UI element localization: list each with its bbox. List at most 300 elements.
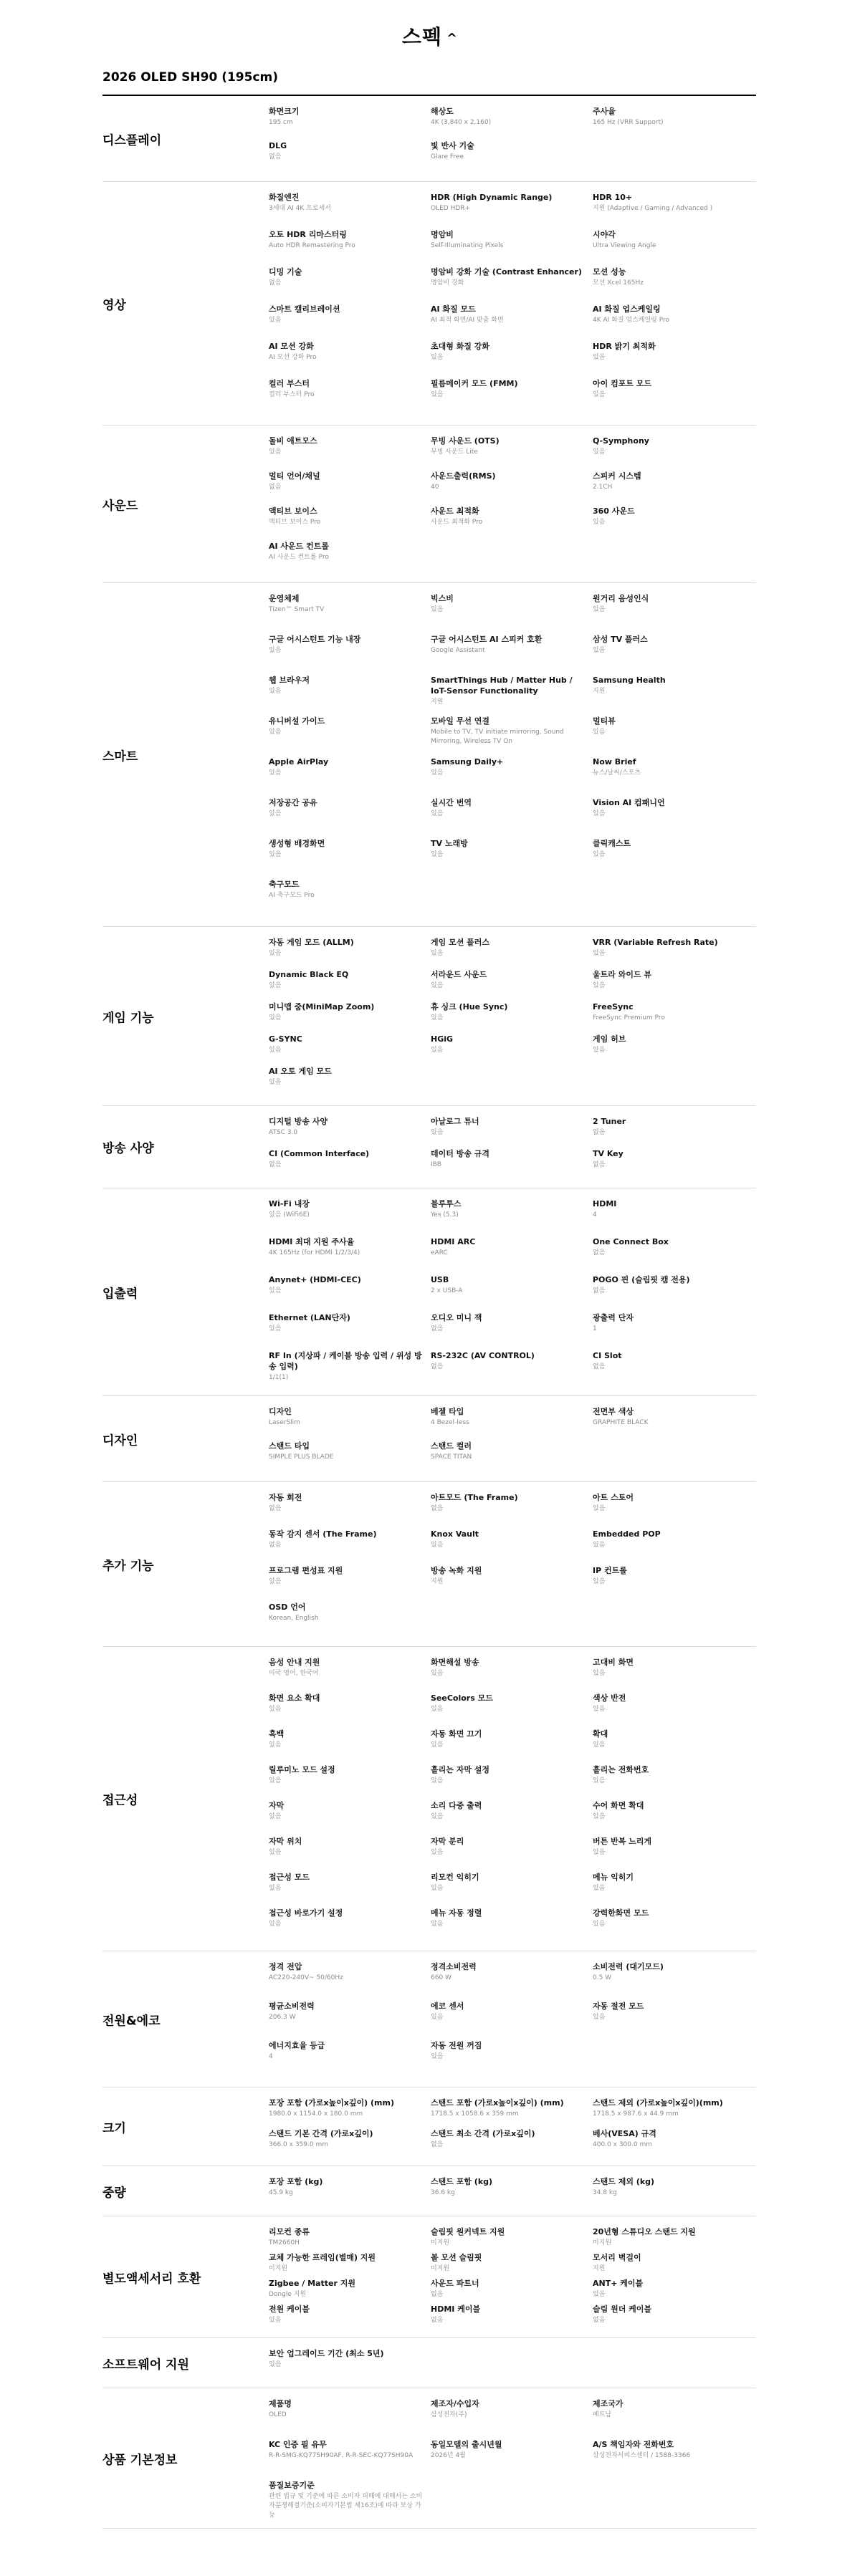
- spec-label: 데이터 방송 규격: [431, 1149, 490, 1158]
- spec-value: 베트남: [593, 2411, 612, 2418]
- spec-value: 있음: [431, 950, 444, 957]
- spec-item: [431, 378, 593, 415]
- spec-label: 베젤 타입: [431, 1407, 464, 1416]
- spec-value: 있음: [593, 519, 606, 526]
- spec-value: AI 축구모드 Pro: [269, 892, 315, 899]
- spec-value: 34.8 kg: [593, 2189, 617, 2196]
- spec-label: IP 컨트롤: [593, 1566, 627, 1575]
- spec-label: 웹 브라우저: [269, 676, 310, 685]
- spec-value: 있음: [269, 647, 282, 654]
- spec-value: SPACE TITAN: [431, 1453, 472, 1461]
- spec-label: 운영체제: [269, 594, 300, 603]
- spec-value: 36.6 kg: [431, 2189, 455, 2196]
- spec-label: Knox Vault: [431, 1529, 479, 1539]
- spec-value: 있음: [269, 1813, 282, 1820]
- spec-item: [593, 1836, 755, 1872]
- spec-value: 있음: [431, 1885, 444, 1892]
- spec-label: 자동 화면 끄기: [431, 1729, 482, 1739]
- spec-item: [593, 1529, 755, 1565]
- spec-label: 접근성 바로가기 설정: [269, 1908, 343, 1918]
- spec-grid: [269, 192, 756, 415]
- spec-label: 슬림핏 원커넥트 지원: [431, 2227, 505, 2236]
- spec-item: [593, 1729, 755, 1764]
- spec-label: Ethernet (LAN단자): [269, 1313, 350, 1322]
- spec-label: 제품명: [269, 2399, 292, 2408]
- spec-value: 없음: [593, 1287, 606, 1294]
- spec-label: 게임 허브: [593, 1034, 626, 1044]
- spec-label: 스탠드 제외 (kg): [593, 2177, 655, 2186]
- spec-label: Samsung Health: [593, 676, 666, 685]
- spec-item: [593, 1001, 755, 1034]
- spec-label: 서라운드 사운드: [431, 970, 487, 979]
- spec-value: 40: [431, 484, 439, 491]
- spec-item: [269, 2097, 431, 2128]
- spec-item: [593, 634, 755, 675]
- spec-value: Ultra Viewing Angle: [593, 242, 656, 249]
- spec-value: Yes (5.3): [431, 1211, 459, 1219]
- spec-value: 미지원: [431, 2265, 450, 2272]
- spec-item: [269, 1961, 431, 2001]
- spec-label: 블루투스: [431, 1199, 462, 1208]
- spec-value: 있음: [593, 1578, 606, 1585]
- spec-item: [431, 1729, 593, 1764]
- spec-item: [269, 756, 431, 797]
- spec-label: 정격소비전력: [431, 1962, 477, 1971]
- spec-item: [269, 1406, 431, 1441]
- spec-section: [102, 1647, 756, 1951]
- spec-section: [102, 1482, 756, 1647]
- spec-label: TV Key: [593, 1149, 624, 1158]
- spec-value: 있음: [431, 1777, 444, 1784]
- spec-label: Apple AirPlay: [269, 757, 329, 766]
- spec-label: 자막 위치: [269, 1837, 302, 1846]
- spec-item: [269, 506, 431, 541]
- spec-label: 자막: [269, 1801, 285, 1810]
- spec-value: 4: [593, 1211, 597, 1219]
- spec-label: FreeSync: [593, 1002, 634, 1011]
- spec-label: 흘리는 자막 설정: [431, 1765, 490, 1774]
- spec-grid: [269, 1406, 756, 1475]
- chevron-up-icon[interactable]: ^: [446, 30, 459, 46]
- spec-grid: [269, 2097, 756, 2159]
- spec-value: 4K 165Hz (for HDMI 1/2/3/4): [269, 1249, 360, 1256]
- spec-label: 소리 다중 출력: [431, 1801, 482, 1810]
- spec-item: [593, 436, 755, 471]
- spec-label: 울트라 와이드 뷰: [593, 970, 652, 979]
- spec-value: Glare Free: [431, 153, 464, 160]
- spec-value: 있음: [593, 950, 606, 957]
- spec-item: [269, 634, 431, 675]
- section-title: 사운드: [102, 499, 138, 513]
- section-title: 별도액세서리 호환: [102, 2272, 201, 2286]
- spec-item: [269, 1350, 431, 1388]
- spec-value: 660 W: [431, 1974, 452, 1981]
- spec-item: [431, 1441, 593, 1475]
- spec-value: Dongle 지원: [269, 2291, 307, 2298]
- spec-item: [593, 1034, 755, 1066]
- spec-label: HDR 10+: [593, 193, 633, 202]
- spec-label: 원거리 음성인식: [593, 594, 649, 603]
- spec-header[interactable]: [0, 0, 860, 79]
- spec-item: [431, 1693, 593, 1729]
- spec-label: 방송 녹화 지원: [431, 1566, 482, 1575]
- spec-item: [593, 1148, 755, 1181]
- spec-value: 미지원: [269, 2265, 288, 2272]
- spec-item: [593, 2304, 755, 2330]
- spec-value: 4 Bezel-less: [431, 1419, 469, 1426]
- spec-value: 있음: [269, 1047, 282, 1054]
- spec-item: [269, 304, 431, 341]
- spec-item: [431, 1961, 593, 2001]
- spec-item: [431, 1198, 593, 1236]
- spec-value: 0.5 W: [593, 1974, 612, 1981]
- spec-item: [593, 2128, 755, 2159]
- spec-label: TV 노래방: [431, 839, 468, 848]
- spec-value: TM2660H: [269, 2239, 300, 2246]
- spec-label: 버튼 반복 느리게: [593, 1837, 652, 1846]
- spec-label: 색상 반전: [593, 1693, 626, 1703]
- spec-label: 릴루미노 모드 설정: [269, 1765, 335, 1774]
- spec-label: G-SYNC: [269, 1034, 302, 1044]
- spec-value: 미지원: [431, 2239, 450, 2246]
- spec-value: 지원: [593, 688, 606, 695]
- spec-label: 생성형 배경화면: [269, 839, 325, 848]
- spec-item: [431, 1764, 593, 1800]
- spec-value: 있음: [269, 1706, 282, 1713]
- spec-grid: [269, 1116, 756, 1181]
- spec-value: 지원: [431, 698, 444, 706]
- spec-section: [102, 1106, 756, 1188]
- spec-label: 자동 게임 모드 (ALLM): [269, 938, 354, 947]
- spec-label: 아트모드 (The Frame): [431, 1493, 518, 1502]
- spec-label: 시야각: [593, 230, 616, 239]
- spec-value: 2.1CH: [593, 484, 613, 491]
- spec-value: 없음: [269, 1505, 282, 1512]
- spec-item: [269, 2176, 431, 2209]
- spec-label: 화면해설 방송: [431, 1658, 479, 1667]
- spec-value: 있음: [593, 2291, 606, 2298]
- spec-label: HDR 밝기 최적화: [593, 342, 656, 351]
- spec-label: 정격 전압: [269, 1962, 302, 1971]
- spec-item: [431, 192, 593, 229]
- section-title: 접근성: [102, 1793, 138, 1808]
- spec-value: 없음: [431, 2141, 444, 2148]
- spec-label: Now Brief: [593, 757, 636, 766]
- spec-value: 없음: [593, 2317, 606, 2324]
- spec-item: [431, 2097, 593, 2128]
- spec-item: [431, 838, 593, 879]
- spec-item: [269, 2278, 431, 2304]
- spec-item: [269, 2252, 431, 2278]
- spec-item: [431, 2001, 593, 2040]
- spec-grid: [269, 593, 756, 920]
- spec-item: [593, 1961, 755, 2001]
- spec-value: FreeSync Premium Pro: [593, 1014, 665, 1022]
- spec-value: 지원: [431, 1578, 444, 1585]
- spec-item: [431, 675, 593, 716]
- spec-value: 있음: [593, 448, 606, 456]
- spec-item: [593, 756, 755, 797]
- spec-item: [593, 506, 755, 541]
- spec-sections: [102, 96, 756, 2529]
- spec-label: KC 인증 필 유무: [269, 2440, 327, 2449]
- spec-value: SIMPLE PLUS BLADE: [269, 1453, 334, 1461]
- spec-label: Wi-Fi 내장: [269, 1199, 310, 1208]
- spec-grid: [269, 1657, 756, 1943]
- spec-value: OLED HDR+: [431, 205, 471, 212]
- spec-item: [593, 378, 755, 415]
- spec-value: 있음: [431, 2053, 444, 2060]
- spec-label: HDR (High Dynamic Range): [431, 193, 553, 202]
- spec-value: 무빙 사운드 Lite: [431, 448, 478, 456]
- spec-item: [269, 436, 431, 471]
- spec-label: 포장 포함 (가로x높이x깊이) (mm): [269, 2098, 394, 2108]
- spec-value: 없음: [431, 2291, 444, 2298]
- spec-label: 프로그램 편성표 지원: [269, 1566, 343, 1575]
- spec-item: [269, 1602, 431, 1638]
- spec-value: eARC: [431, 1249, 448, 1256]
- spec-value: 있음: [431, 391, 444, 398]
- spec-grid: [269, 2226, 756, 2330]
- spec-value: 있음: [431, 606, 444, 613]
- spec-item: [431, 2128, 593, 2159]
- spec-value: 있음: [593, 1505, 606, 1512]
- spec-item: [593, 229, 755, 266]
- spec-value: 사운드 최적화 Pro: [431, 519, 483, 526]
- spec-item: [431, 1872, 593, 1908]
- spec-item: [431, 229, 593, 266]
- spec-label: 수어 화면 확대: [593, 1801, 644, 1810]
- spec-grid: [269, 1198, 756, 1388]
- spec-section: [102, 2216, 756, 2338]
- spec-section: [102, 2388, 756, 2529]
- spec-label: SmartThings Hub / Matter Hub / IoT-Sensor Functionality: [431, 676, 573, 696]
- spec-label: 명암비: [431, 230, 454, 239]
- spec-item: [593, 838, 755, 879]
- spec-label: Vision AI 컴패니언: [593, 798, 665, 807]
- spec-label: 2 Tuner: [593, 1117, 626, 1126]
- spec-label: 제조자/수입자: [431, 2399, 479, 2408]
- spec-value: 있음: [593, 2014, 606, 2021]
- spec-value: OLED: [269, 2411, 287, 2418]
- spec-label: 초대형 화질 강화: [431, 342, 490, 351]
- spec-item: [431, 2304, 593, 2330]
- spec-value: 3세대 AI 4K 프로세서: [269, 205, 331, 212]
- spec-label: 메뉴 익히기: [593, 1873, 634, 1882]
- spec-item: [431, 716, 593, 756]
- spec-label: 자동 전원 꺼짐: [431, 2041, 482, 2050]
- spec-value: 있음: [593, 1777, 606, 1784]
- spec-item: [269, 969, 431, 1001]
- spec-item: [431, 1236, 593, 1274]
- spec-label: 스탠드 타입: [269, 1441, 310, 1451]
- spec-label: A/S 책임자와 전화번호: [593, 2440, 674, 2449]
- spec-item: [593, 2097, 755, 2128]
- spec-item: [593, 2226, 755, 2252]
- spec-label: 보안 업그레이드 기간 (최소 5년): [269, 2349, 384, 2358]
- spec-value: 있음: [593, 1885, 606, 1892]
- spec-value: 4K AI 화질 업스케일링 Pro: [593, 317, 670, 324]
- spec-item: [431, 1565, 593, 1602]
- spec-label: 스탠드 컬러: [431, 1441, 472, 1451]
- spec-value: 있음: [593, 1670, 606, 1677]
- spec-label: Anynet+ (HDMI-CEC): [269, 1275, 361, 1284]
- spec-item: [431, 1148, 593, 1181]
- spec-label: 동일모델의 출시년월: [431, 2440, 502, 2449]
- spec-item: [431, 634, 593, 675]
- spec-value: 있음: [269, 851, 282, 858]
- spec-item: [269, 716, 431, 756]
- spec-item: [431, 304, 593, 341]
- spec-item: [431, 436, 593, 471]
- spec-grid: [269, 1492, 756, 1638]
- spec-label: 모서리 벽걸이: [593, 2253, 641, 2262]
- spec-item: [593, 797, 755, 838]
- spec-value: 있음: [593, 982, 606, 989]
- spec-value: 있음: [593, 1849, 606, 1856]
- spec-value: 있음: [269, 317, 282, 324]
- spec-label: 사운드 최적화: [431, 506, 479, 516]
- spec-label: 품질보증기준: [269, 2481, 315, 2490]
- spec-item: [269, 1836, 431, 1872]
- spec-label: 사운드 파트너: [431, 2279, 479, 2288]
- spec-value: 없음: [431, 2317, 444, 2324]
- spec-label: 모션 성능: [593, 267, 626, 277]
- spec-label: AI 화질 모드: [431, 304, 476, 314]
- spec-value: 삼성전자(주): [431, 2411, 467, 2418]
- spec-item: [269, 2398, 431, 2439]
- spec-item: [593, 1274, 755, 1312]
- spec-item: [593, 716, 755, 756]
- spec-label: One Connect Box: [593, 1237, 669, 1246]
- spec-item: [431, 756, 593, 797]
- spec-label: AI 화질 업스케일링: [593, 304, 661, 314]
- spec-label: 흑백: [269, 1729, 285, 1739]
- spec-item: [593, 2278, 755, 2304]
- spec-value: 있음: [431, 1129, 444, 1136]
- spec-label: 해상도: [431, 107, 454, 116]
- spec-label: 빅스비: [431, 594, 454, 603]
- spec-value: Korean, English: [269, 1615, 319, 1622]
- spec-value: 있음: [593, 391, 606, 398]
- spec-value: 없음: [269, 153, 282, 160]
- spec-item: [269, 1148, 431, 1181]
- spec-value: 있음: [593, 729, 606, 736]
- spec-label: 강력한화면 모드: [593, 1908, 649, 1918]
- spec-grid: [269, 2398, 756, 2521]
- spec-label: 소비전력 (대기모드): [593, 1962, 664, 1971]
- spec-item: [269, 341, 431, 378]
- spec-value: 지원: [593, 2265, 606, 2272]
- spec-section: [102, 1396, 756, 1482]
- spec-item: [431, 2398, 593, 2439]
- spec-label: 자막 분리: [431, 1837, 464, 1846]
- spec-item: [269, 192, 431, 229]
- spec-value: 미지원: [593, 2239, 612, 2246]
- spec-label: 확대: [593, 1729, 608, 1739]
- spec-item: [431, 2278, 593, 2304]
- spec-label: 디지털 방송 사양: [269, 1117, 328, 1126]
- spec-value: 1718.5 x 987.6 x 44.9 mm: [593, 2110, 679, 2118]
- spec-item: [431, 1274, 593, 1312]
- spec-item: [593, 1236, 755, 1274]
- spec-section: [102, 1188, 756, 1396]
- spec-label: 리모컨 종류: [269, 2227, 310, 2236]
- spec-value: 1980.0 x 1154.0 x 180.0 mm: [269, 2110, 363, 2118]
- spec-value: 지원 (Adaptive / Gaming / Advanced ): [593, 205, 713, 212]
- spec-item: [269, 1764, 431, 1800]
- spec-label: 슬림 원더 케이블: [593, 2305, 652, 2314]
- spec-item: [269, 1657, 431, 1693]
- spec-item: [593, 2001, 755, 2040]
- spec-item: [269, 1529, 431, 1565]
- spec-item: [269, 593, 431, 634]
- spec-value: Self-Illuminating Pixels: [431, 242, 504, 249]
- spec-item: [269, 2001, 431, 2040]
- spec-value: 있음: [593, 1706, 606, 1713]
- spec-section: [102, 1951, 756, 2087]
- spec-label: AI 오토 게임 모드: [269, 1067, 332, 1076]
- spec-item: [269, 2439, 431, 2480]
- spec-value: 있음: [269, 448, 282, 456]
- spec-label: 필름메이커 모드 (FMM): [431, 379, 518, 388]
- spec-label: CI (Common Interface): [269, 1149, 370, 1158]
- spec-value: 있음: [269, 688, 282, 695]
- spec-value: Auto HDR Remastering Pro: [269, 242, 355, 249]
- spec-item: [593, 2439, 755, 2480]
- spec-value: 있음: [431, 810, 444, 817]
- spec-value: 미국 영어, 한국어: [269, 1670, 319, 1677]
- spec-label: 전원 케이블: [269, 2305, 310, 2314]
- section-title: 디자인: [102, 1433, 138, 1448]
- spec-label: 포장 포함 (kg): [269, 2177, 323, 2186]
- spec-value: 있음: [431, 1706, 444, 1713]
- spec-item: [269, 838, 431, 879]
- spec-value: 있음: [269, 1325, 282, 1332]
- spec-label: VRR (Variable Refresh Rate): [593, 938, 718, 947]
- spec-value: 없음: [269, 1542, 282, 1549]
- spec-label: 동작 감지 센서 (The Frame): [269, 1529, 377, 1539]
- spec-label: 컬러 부스터: [269, 379, 310, 388]
- spec-item: [431, 1836, 593, 1872]
- spec-label: 메뉴 자동 정렬: [431, 1908, 482, 1918]
- spec-label: 삼성 TV 플러스: [593, 635, 648, 644]
- spec-label: 베사(VESA) 규격: [593, 2129, 656, 2138]
- spec-value: 있음: [269, 1079, 282, 1086]
- spec-item: [593, 1693, 755, 1729]
- spec-section: [102, 182, 756, 426]
- spec-value: AI 모션 강화 Pro: [269, 354, 317, 361]
- spec-value: 있음: [269, 729, 282, 736]
- spec-value: 4K (3,840 x 2,160): [431, 119, 492, 126]
- spec-item: [269, 675, 431, 716]
- spec-title-text: 스펙: [401, 25, 442, 49]
- spec-label: 스탠드 제외 (가로x높이x깊이)(mm): [593, 2098, 723, 2108]
- section-title: 입출력: [102, 1287, 138, 1301]
- spec-title[interactable]: [0, 21, 860, 50]
- spec-value: 있음: [593, 1047, 606, 1054]
- spec-label: OSD 언어: [269, 1602, 306, 1612]
- spec-label: 오디오 미니 잭: [431, 1313, 482, 1322]
- spec-value: 있음: [269, 2361, 282, 2368]
- spec-value: 206.3 W: [269, 2014, 296, 2021]
- spec-item: [431, 2040, 593, 2080]
- spec-item: [431, 2252, 593, 2278]
- spec-section: [102, 2166, 756, 2216]
- spec-item: [269, 106, 431, 140]
- spec-label: 축구모드: [269, 880, 300, 889]
- spec-value: 모션 Xcel 165Hz: [593, 279, 644, 287]
